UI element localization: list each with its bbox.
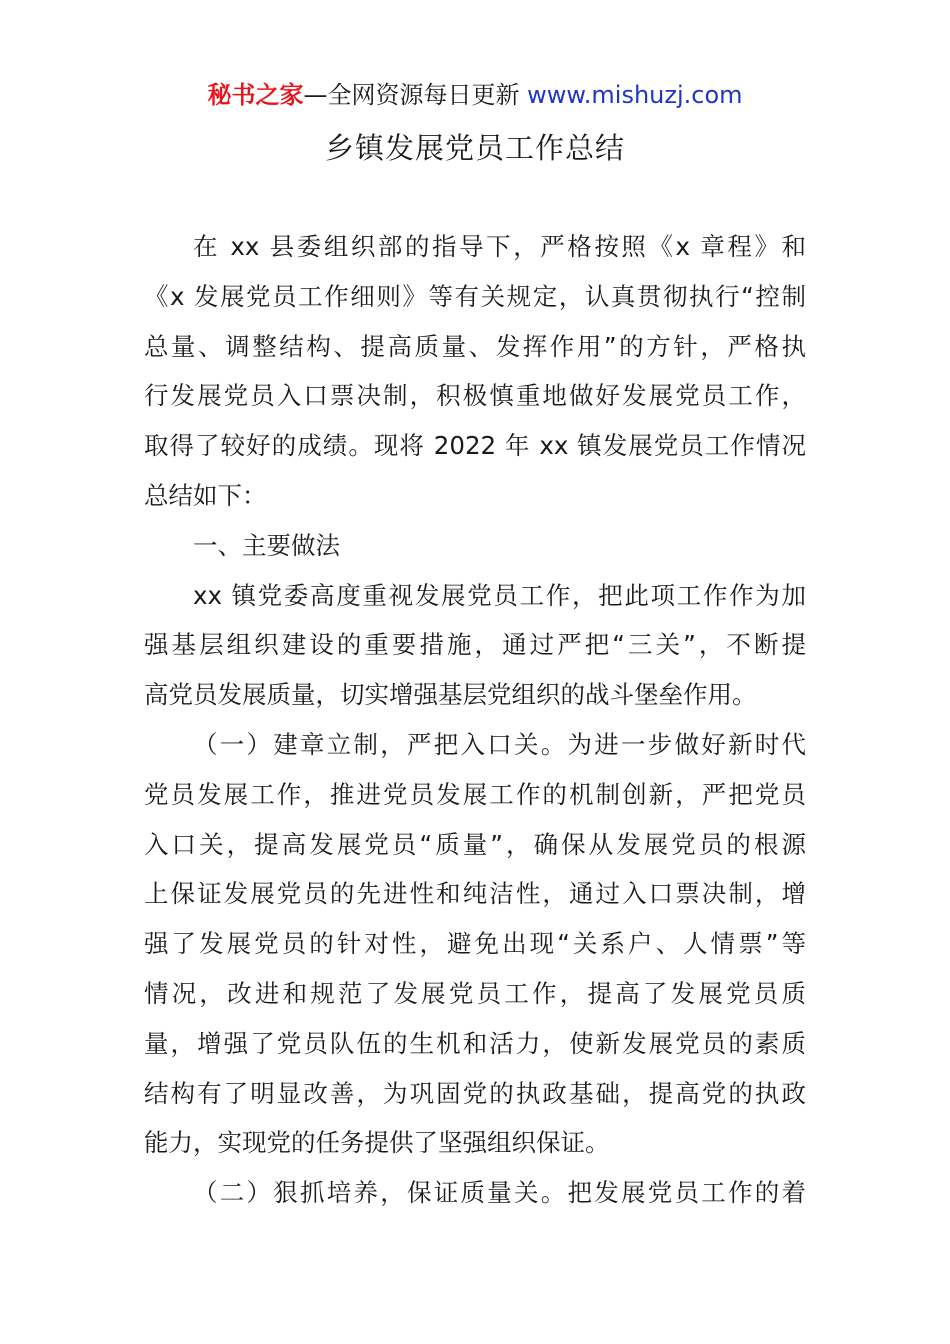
body-line: 总结如下：	[144, 480, 267, 510]
body-line: 行发展党员入口票决制，积极慎重地做好发展党员工作，	[144, 381, 806, 411]
header-tagline: —全网资源每日更新	[303, 81, 528, 109]
body-line: 情况，改进和规范了发展党员工作，提高了发展党员质	[144, 978, 806, 1008]
body-line: 入口关，提高发展党员“质量”，确保从发展党员的根源	[144, 829, 806, 859]
site-header	[0, 78, 950, 112]
body-line: 量，增强了党员队伍的生机和活力，使新发展党员的素质	[144, 1028, 806, 1058]
document-title: 乡镇发展党员工作总结	[324, 131, 625, 165]
body-line: 党员发展工作，推进党员发展工作的机制创新，严把党员	[144, 779, 806, 809]
body-line: 能力，实现党的任务提供了坚强组织保证。	[144, 1128, 610, 1158]
brand-name: 秘书之家	[207, 81, 304, 109]
body-line: 在 xx 县委组织部的指导下，严格按照《x 章程》和	[193, 232, 806, 261]
body-line: 取得了较好的成绩。现将 2022 年 xx 镇发展党员工作情况	[144, 431, 806, 461]
site-url: www.mishuzj.com	[527, 81, 743, 109]
body-line: （一）建章立制，严把入口关。为进一步做好新时代	[193, 729, 806, 759]
body-line: 高党员发展质量，切实增强基层党组织的战斗堡垒作用。	[144, 680, 757, 710]
body-line: 强基层组织建设的重要措施，通过严把“三关”，不断提	[144, 630, 806, 660]
body-line: 上保证发展党员的先进性和纯洁性，通过入口票决制，增	[144, 879, 806, 909]
body-line: 一、主要做法	[193, 530, 340, 560]
body-line: 总量、调整结构、提高质量、发挥作用”的方针，严格执	[144, 331, 806, 361]
body-line: 结构有了明显改善，为巩固党的执政基础，提高党的执政	[144, 1078, 806, 1108]
body-line: （二）狠抓培养，保证质量关。把发展党员工作的着	[193, 1178, 806, 1208]
document-body	[144, 222, 806, 1218]
body-line: xx 镇党委高度重视发展党员工作，把此项工作作为加	[193, 580, 806, 610]
body-line: 《x 发展党员工作细则》等有关规定，认真贯彻执行“控制	[144, 281, 806, 311]
body-line: 强了发展党员的针对性，避免出现“关系户、人情票”等	[144, 929, 806, 959]
